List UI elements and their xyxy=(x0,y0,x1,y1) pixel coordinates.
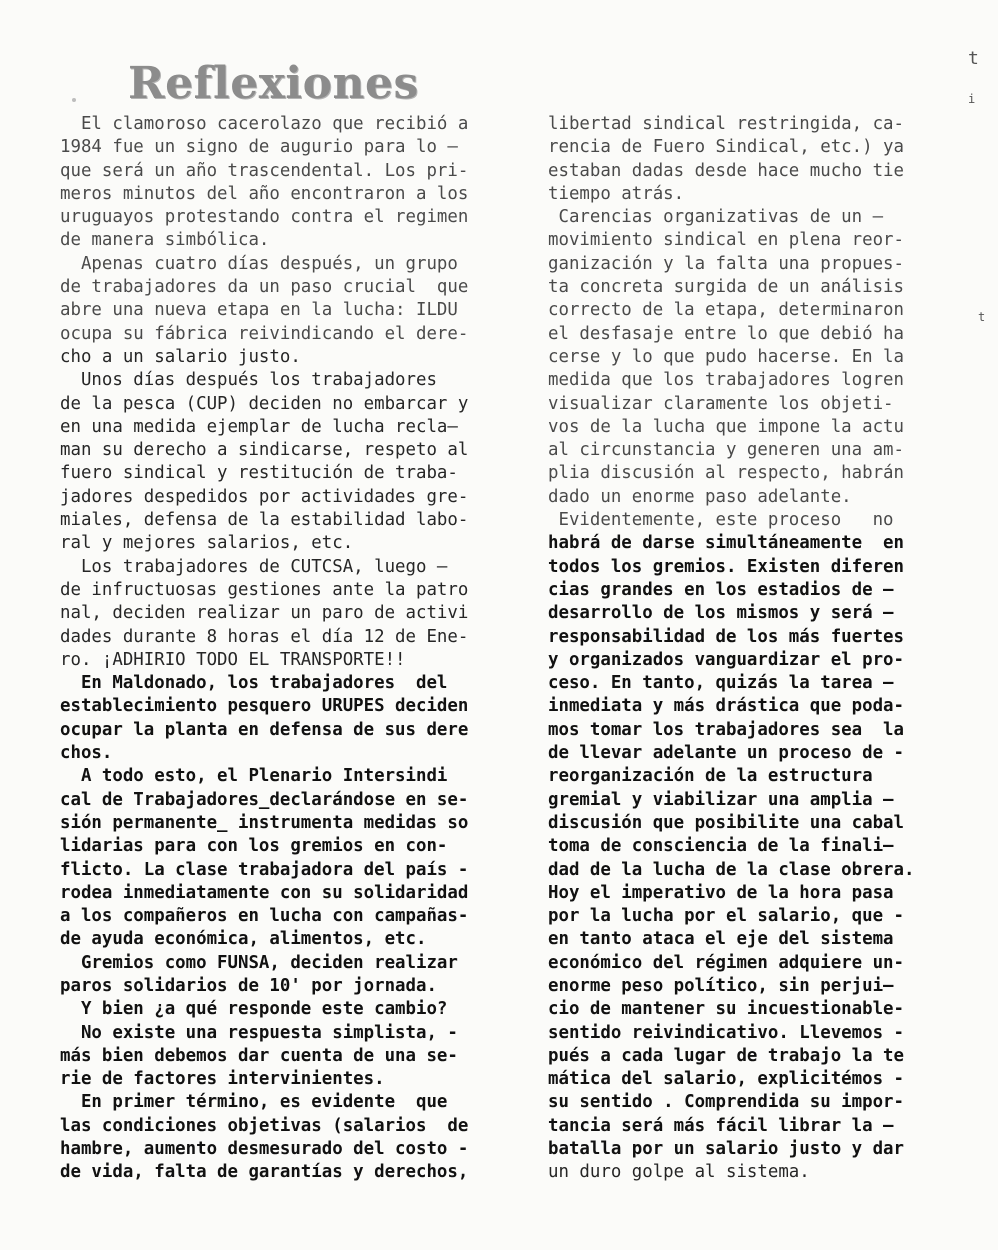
text-line: paros solidarios de 10' por jornada. xyxy=(60,975,437,996)
text-line: movimiento sindical en plena reor- xyxy=(548,230,904,251)
text-line: las condiciones objetivas (salarios de xyxy=(60,1115,469,1136)
text-line: dado un enorme paso adelante. xyxy=(548,486,852,507)
text-line: ral y mejores salarios, etc. xyxy=(60,533,354,554)
text-line: Apenas cuatro días después, un grupo xyxy=(60,253,458,274)
text-line: ocupa su fábrica reivindicando el dere- xyxy=(60,323,469,344)
text-line: de infructuosas gestiones ante la patro xyxy=(60,579,469,600)
text-line: meros minutos del año encontraron a los xyxy=(60,183,469,204)
text-line: chos. xyxy=(60,743,113,764)
text-line: su sentido . Comprendida su impor- xyxy=(548,1092,904,1113)
text-line: reorganización de la estructura xyxy=(548,766,873,787)
paper-speck xyxy=(72,98,76,102)
text-line: No existe una respuesta simplista, - xyxy=(60,1022,458,1043)
text-line: inmediata y más drástica que poda- xyxy=(548,696,904,717)
text-line: mática del salario, explicitémos - xyxy=(548,1069,904,1090)
text-line: sión permanente_ instrumenta medidas so xyxy=(60,812,469,833)
text-line: desarrollo de los mismos y será — xyxy=(548,603,894,624)
text-line: Y bien ¿a qué responde este cambio? xyxy=(60,999,448,1020)
text-line: lidarias para con los gremios en con- xyxy=(60,836,448,857)
text-line: fuero sindical y restitución de traba- xyxy=(60,463,458,484)
text-line: dad de la lucha de la clase obrera. xyxy=(548,859,915,880)
text-line: de vida, falta de garantías y derechos, xyxy=(60,1162,469,1183)
text-line: enorme peso político, sin perjui— xyxy=(548,975,894,996)
text-line: cho a un salario justo. xyxy=(60,346,301,367)
text-line: ganización y la falta una propues- xyxy=(548,253,904,274)
text-line: de la pesca (CUP) deciden no embarcar y xyxy=(60,393,469,414)
text-line: hambre, aumento desmesurado del costo - xyxy=(60,1139,469,1160)
text-line: de trabajadores da un paso crucial que xyxy=(60,277,469,298)
left-column xyxy=(60,113,532,1185)
text-line: En primer término, es evidente que xyxy=(60,1092,448,1113)
text-line: ocupar la planta en defensa de sus dere xyxy=(60,719,469,740)
article-title: Reflexiones xyxy=(128,58,419,109)
text-line: y organizados vanguardizar el pro- xyxy=(548,649,904,670)
text-line: tiempo atrás. xyxy=(548,183,685,204)
margin-mark: i xyxy=(968,92,976,106)
text-line: Los trabajadores de CUTCSA, luego — xyxy=(60,556,448,577)
text-line: rie de factores intervinientes. xyxy=(60,1069,385,1090)
text-line: batalla por un salario justo y dar xyxy=(548,1139,904,1160)
text-line: En Maldonado, los trabajadores del xyxy=(60,673,448,694)
text-line: Unos días después los trabajadores xyxy=(60,370,437,391)
text-line: que será un año trascendental. Los pri- xyxy=(60,160,469,181)
text-line: discusión que posibilite una cabal xyxy=(548,812,904,833)
text-line: económico del régimen adquiere un- xyxy=(548,952,904,973)
text-line: ro. ¡ADHIRIO TODO EL TRANSPORTE!! xyxy=(60,649,406,670)
text-line: A todo esto, el Plenario Intersindi xyxy=(60,766,448,787)
text-line: correcto de la etapa, determinaron xyxy=(548,300,904,321)
text-line: todos los gremios. Existen diferen xyxy=(548,556,904,577)
text-line: habrá de darse simultáneamente en xyxy=(548,533,904,554)
text-line: Carencias organizativas de un — xyxy=(548,207,884,228)
text-line: establecimiento pesquero URUPES deciden xyxy=(60,696,469,717)
text-line: dades durante 8 horas el día 12 de Ene- xyxy=(60,626,469,647)
text-line: de llevar adelante un proceso de - xyxy=(548,743,904,764)
right-column xyxy=(548,113,964,1185)
text-line: un duro golpe al sistema. xyxy=(548,1162,810,1183)
text-line: cio de mantener su incuestionable- xyxy=(548,999,904,1020)
text-line: medida que los trabajadores logren xyxy=(548,370,904,391)
text-line: al circunstancia y generen una am- xyxy=(548,440,904,461)
text-line: sentido reivindicativo. Llevemos - xyxy=(548,1022,904,1043)
text-line: rodea inmediatamente con su solidaridad xyxy=(60,882,469,903)
text-line: cal de Trabajadores_declarándose en se- xyxy=(60,789,469,810)
text-line: vos de la lucha que impone la actu xyxy=(548,416,904,437)
text-line: uruguayos protestando contra el regimen xyxy=(60,207,469,228)
text-line: responsabilidad de los más fuertes xyxy=(548,626,904,647)
text-line: en tanto ataca el eje del sistema xyxy=(548,929,894,950)
text-line: tancia será más fácil librar la — xyxy=(548,1115,894,1136)
text-line: por la lucha por el salario, que - xyxy=(548,906,904,927)
text-line: mos tomar los trabajadores sea la xyxy=(548,719,904,740)
text-line: de manera simbólica. xyxy=(60,230,270,251)
text-line: Evidentemente, este proceso no xyxy=(548,510,894,531)
margin-mark: t xyxy=(978,310,986,324)
text-line: libertad sindical restringida, ca- xyxy=(548,114,904,134)
text-line: el desfasaje entre lo que debió ha xyxy=(548,323,904,344)
text-line: visualizar claramente los objeti- xyxy=(548,393,894,414)
text-line: miales, defensa de la estabilidad labo- xyxy=(60,510,469,531)
text-line: 1984 fue un signo de augurio para lo — xyxy=(60,137,458,158)
text-line: ta concreta surgida de un análisis xyxy=(548,277,904,298)
margin-mark: t xyxy=(968,48,979,69)
text-line: cias grandes en los estadios de — xyxy=(548,579,894,600)
text-line: a los compañeros en lucha con campañas- xyxy=(60,906,469,927)
text-line: gremial y viabilizar una amplia — xyxy=(548,789,894,810)
text-line: Gremios como FUNSA, deciden realizar xyxy=(60,952,458,973)
text-line: jadores despedidos por actividades gre- xyxy=(60,486,469,507)
text-line: rencia de Fuero Sindical, etc.) ya xyxy=(548,137,904,158)
text-line: El clamoroso cacerolazo que recibió a xyxy=(60,114,469,134)
text-line: toma de consciencia de la finali— xyxy=(548,836,894,857)
text-line: ceso. En tanto, quizás la tarea — xyxy=(548,673,894,694)
text-line: abre una nueva etapa en la lucha: ILDU xyxy=(60,300,458,321)
text-line: pués a cada lugar de trabajo la te xyxy=(548,1045,904,1066)
text-line: plia discusión al respecto, habrán xyxy=(548,463,904,484)
text-line: flicto. La clase trabajadora del país - xyxy=(60,859,469,880)
text-line: cerse y lo que pudo hacerse. En la xyxy=(548,346,904,367)
text-line: man su derecho a sindicarse, respeto al xyxy=(60,440,469,461)
text-line: Hoy el imperativo de la hora pasa xyxy=(548,882,894,903)
text-line: de ayuda económica, alimentos, etc. xyxy=(60,929,427,950)
text-line: en una medida ejemplar de lucha recla— xyxy=(60,416,458,437)
text-line: estaban dadas desde hace mucho tie xyxy=(548,160,904,181)
text-line: nal, deciden realizar un paro de activi xyxy=(60,603,469,624)
text-line: más bien debemos dar cuenta de una se- xyxy=(60,1045,458,1066)
